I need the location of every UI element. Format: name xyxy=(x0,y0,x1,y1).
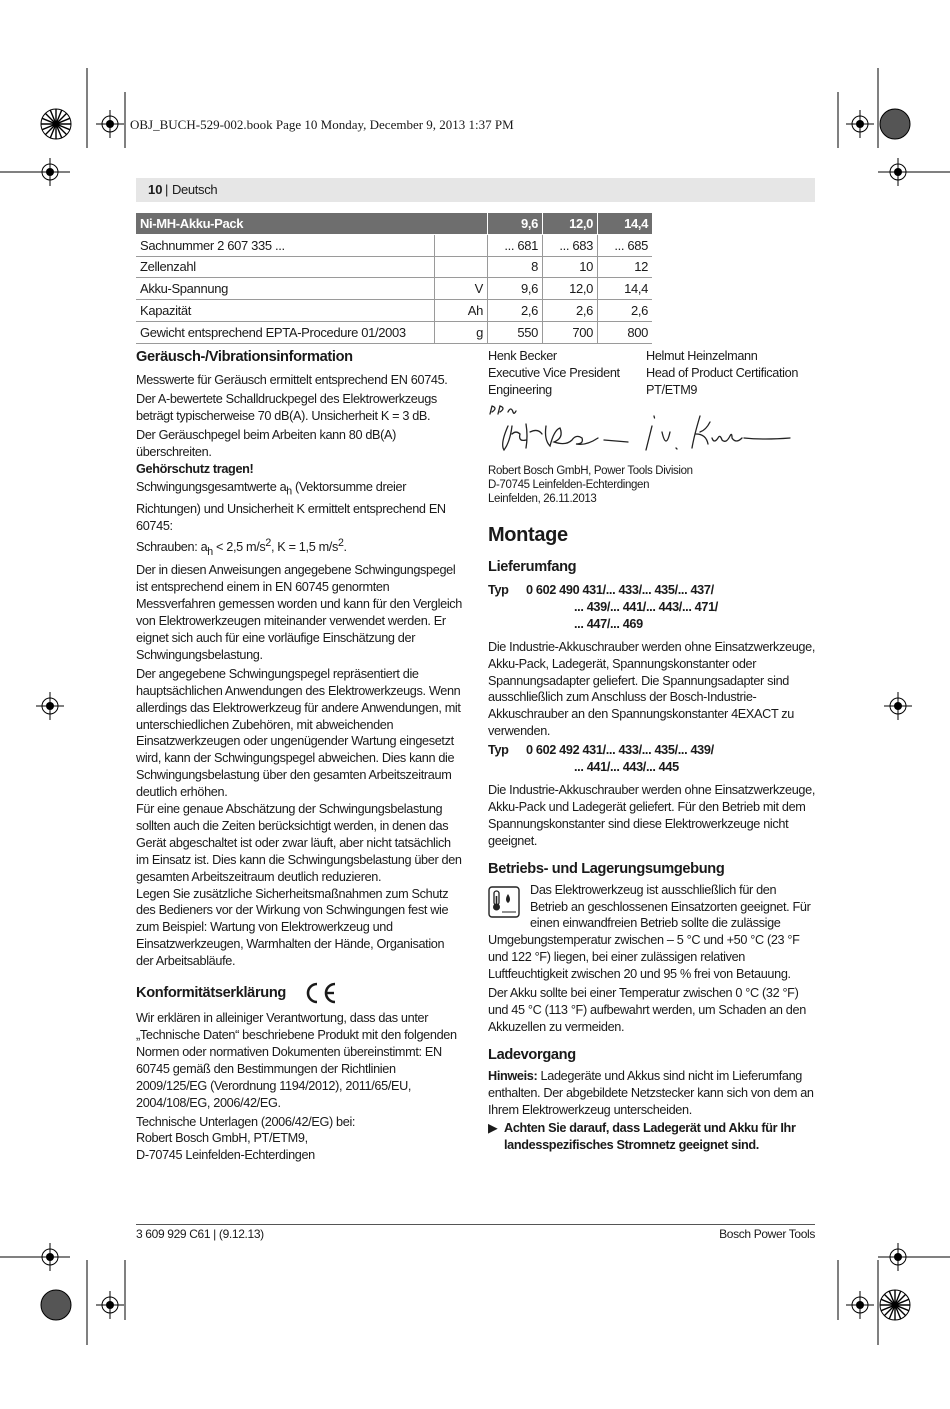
hint-text: Ladegeräte und Akkus sind nicht im Lieferumfang enthalten. Der abgebildete Netzstecker kann sich von dem an Ihrem Elektrowerkzeug unterscheiden. xyxy=(488,1068,814,1117)
typ-block-1 xyxy=(488,582,816,633)
table-cell: Ah xyxy=(435,300,488,322)
color-target-tl xyxy=(41,109,71,139)
footer-doc-number: 3 609 929 C61 | (9.12.13) xyxy=(136,1227,264,1241)
registration-mark-l1 xyxy=(36,158,64,186)
table-cell: 9,6 xyxy=(488,278,543,300)
vibration-values xyxy=(136,479,462,560)
signatory-left-title: Executive Vice President xyxy=(488,366,620,380)
vib-c5: , K = 1,5 m/s xyxy=(270,539,338,554)
noise-p6: Der in diesen Anweisungen angegebene Schwingungspegel ist entsprechend einem in EN 60745 genormten Messverfahren gemessen worden und kann für den Vergleich von Elektrowerkzeugen miteinander verwendet werden. Er eignet sich auch für eine vorläufige Einschätzung der Schwingungsbelastung. xyxy=(136,563,462,662)
noise-title: Geräusch-/Vibrationsinformation xyxy=(136,349,353,365)
noise-p3: Der Geräuschpegel beim Arbeiten kann 80 dB(A) überschreiten. xyxy=(136,427,397,459)
table-cell: Akku-Spannung xyxy=(136,278,435,300)
table-cell: 12,0 xyxy=(543,278,598,300)
ladevorgang-title: Ladevorgang xyxy=(488,1046,576,1063)
table-cell: V xyxy=(435,278,488,300)
signatory-right-name: Helmut Heinzelmann xyxy=(646,349,758,363)
vib-text-b: (Vektorsumme dreier Richtungen) und Unsicherheit K ermittelt entsprechend EN 60745: xyxy=(136,480,446,533)
table-cell: 2,6 xyxy=(543,300,598,322)
book-info-line: OBJ_BUCH-529-002.book Page 10 Monday, December 9, 2013 1:37 PM xyxy=(130,117,514,132)
table-cell: Zellenzahl xyxy=(136,256,435,278)
table-cell: 10 xyxy=(543,256,598,278)
table-cell: 14,4 xyxy=(598,278,653,300)
conformity-docs-l3: D-70745 Leinfelden-Echterdingen xyxy=(136,1148,315,1163)
table-cell: 2,6 xyxy=(598,300,653,322)
signature-date: Leinfelden, 26.11.2013 xyxy=(488,493,597,505)
right-column xyxy=(488,522,816,1154)
thermometer-humidity-icon xyxy=(488,886,520,918)
typ-numbers-2 xyxy=(526,742,714,776)
left-column xyxy=(136,348,462,1164)
conformity-docs-l1: Technische Unterlagen (2006/42/EG) bei: xyxy=(136,1114,356,1129)
company-name: Robert Bosch GmbH, Power Tools Division xyxy=(488,465,693,477)
table-cell: 800 xyxy=(598,321,653,343)
table-cell: 8 xyxy=(488,256,543,278)
noise-p8: Für eine genaue Abschätzung der Schwingungsbelastung sollten auch die Zeiten berücksichtigt werden, in denen das Gerät abgeschaltet ist oder zwar läuft, aber nicht tatsächlich im Einsatz ist. Dies kann die Schwingungsbelastung über den gesamten Arbeitszeitraum deutlich reduzieren. xyxy=(136,802,462,884)
hint-label: Hinweis: xyxy=(488,1068,538,1083)
environment-title: Betriebs- und Lagerungsumgebung xyxy=(488,860,725,877)
table-cell: 12,0 xyxy=(543,213,598,234)
environment-p1-text: Das Elektrowerkzeug ist ausschließlich für den Betrieb an geschlossenen Einsatzorten geeignet. Für einen einwandfreien Betrieb sollte die zulässige Umgebungstemperatur zwischen – 5 °C und +50 °C (23 °F und 122 °F) liegen, bei einer zulässigen relativen Luftfeuchtigkeit zwischen 20 und 95 % frei von Betauung. xyxy=(488,882,811,982)
typ1-line-3: ... 447/... 469 xyxy=(574,616,643,631)
table-header-row xyxy=(136,213,652,234)
vib-c4: 2 xyxy=(265,536,271,549)
table-cell: 700 xyxy=(543,321,598,343)
table-cell: Gewicht entsprechend EPTA-Procedure 01/2003 xyxy=(136,321,435,343)
typ1-line-2: ... 439/... 441/... 443/... 471/ xyxy=(574,599,718,614)
noise-p2: Der A-bewertete Schalldruckpegel des Elektrowerkzeugs beträgt typischerweise 70 dB(A). Unsicherheit K = 3 dB. xyxy=(136,391,437,423)
vib-sub: h xyxy=(286,485,292,498)
page-number: 10 xyxy=(148,182,163,197)
table-cell: g xyxy=(435,321,488,343)
environment-p2: Der Akku sollte bei einer Temperatur zwischen 0 °C (32 °F) und 45 °C (113 °F) aufbewahrt werden, um Schaden an den Akkuzellen zu vermeiden. xyxy=(488,986,806,1034)
vib-c7: . xyxy=(343,539,347,554)
typ-label-2: Typ xyxy=(488,743,509,758)
table-cell: 14,4 xyxy=(598,213,653,234)
noise-p1: Messwerte für Geräusch ermittelt entsprechend EN 60745. xyxy=(136,373,448,387)
registration-mark-tl xyxy=(96,110,124,138)
conformity-title: Konformitätserklärung xyxy=(136,984,286,1001)
registration-mark-r2 xyxy=(884,692,912,720)
registration-mark-l3 xyxy=(36,1243,64,1271)
registration-mark-r1 xyxy=(884,158,912,186)
table-cell: Sachnummer 2 607 335 ... xyxy=(136,234,435,256)
vib-c1: Schrauben: a xyxy=(136,539,208,554)
table-cell: Kapazität xyxy=(136,300,435,322)
bullet-triangle-icon: ▶ xyxy=(488,1121,498,1136)
montage-title: Montage xyxy=(488,524,568,546)
table-cell: Ni-MH-Akku-Pack xyxy=(136,213,435,234)
table-cell: 550 xyxy=(488,321,543,343)
conformity-docs-l2: Robert Bosch GmbH, PT/ETM9, xyxy=(136,1131,308,1146)
color-target-br xyxy=(880,1290,910,1320)
vib-c6: 2 xyxy=(337,536,344,549)
registration-mark-l2 xyxy=(36,692,64,720)
lieferumfang-title: Lieferumfang xyxy=(488,559,577,575)
color-target-tr xyxy=(880,109,910,139)
table-row xyxy=(136,321,652,343)
ladevorgang-hint xyxy=(488,1068,816,1119)
company-city: D-70745 Leinfelden-Echterdingen xyxy=(488,479,650,491)
table-row xyxy=(136,234,652,256)
noise-p7: Der angegebene Schwingungspegel repräsentiert die hauptsächlichen Anwendungen des Elektrowerkzeugs. Wenn allerdings das Elektrowerkzeug für andere Anwendungen, mit unterschiedlichen Zubehören, mit abweichenden Einsatzwerkzeugen oder ungenügender Wartung eingesetzt wird, kann der Schwingungspegel abweichen. Dies kann die Schwingungsbelastung über den gesamten Arbeitszeitraum deutlich erhöhen. xyxy=(136,666,461,800)
registration-mark-r3 xyxy=(884,1243,912,1271)
color-target-bl xyxy=(41,1290,71,1320)
header-separator: | xyxy=(165,182,169,197)
lieferumfang-p1: Die Industrie-Akkuschrauber werden ohne Einsatzwerkzeuge, Akku-Pack, Ladegerät, Spannungskonstanter oder Spannungsadapter geliefert. Die Spannungsadapter sind ausschließlich zum Anschluss der Bosch-Industrie-Akkuschrauber an den Spannungskonstanter 4EXACT zu verwenden. xyxy=(488,639,816,739)
environment-p1 xyxy=(488,882,816,983)
typ-numbers-1 xyxy=(526,582,718,633)
typ2-line-1: 0 602 492 431/... 433/... 435/... 439/ xyxy=(526,743,714,758)
typ-block-2 xyxy=(488,742,816,776)
signatory-right-title: Head of Product Certification xyxy=(646,366,799,380)
vib-c2: h xyxy=(207,545,213,558)
footer-divider xyxy=(136,1224,815,1225)
table-row xyxy=(136,256,652,278)
table-row xyxy=(136,278,652,300)
vib-text-a: Schwingungsgesamtwerte a xyxy=(136,480,287,495)
registration-mark-bl xyxy=(96,1291,124,1319)
footer-brand: Bosch Power Tools xyxy=(719,1227,815,1241)
table-row xyxy=(136,300,652,322)
typ-label-1: Typ xyxy=(488,583,509,597)
lieferumfang-p2: Die Industrie-Akkuschrauber werden ohne Einsatzwerkzeuge, Akku-Pack und Ladegerät geliefert. Für den Betrieb mit dem Spannungskonstanter sind diese Elektrowerkzeuge nicht geeignet. xyxy=(488,782,816,848)
header-language: Deutsch xyxy=(172,182,218,197)
vib-c3: < 2,5 m/s xyxy=(212,539,266,554)
table-cell xyxy=(435,256,488,278)
noise-p9: Legen Sie zusätzliche Sicherheitsmaßnahmen zum Schutz des Bedieners vor der Wirkung von Schwingungen fest wie zum Beispiel: Wartung von Elektrowerkzeug und Einsatzwerkzeugen, Warmhalten der Hände, Organisation der Arbeitsabläufe. xyxy=(136,886,449,969)
conformity-heading xyxy=(136,982,462,1004)
table-cell: ... 681 xyxy=(488,234,543,256)
typ1-line-1: 0 602 490 431/... 433/... 435/... 437/ xyxy=(526,583,714,597)
signatory-left xyxy=(488,348,620,399)
table-cell: 9,6 xyxy=(488,213,543,234)
table-cell xyxy=(435,213,488,234)
company-address xyxy=(488,464,693,506)
bullet-text: Achten Sie darauf, dass Ladegerät und Akku für Ihr landesspezifisches Stromnetz geeignet sind. xyxy=(504,1121,796,1153)
table-cell: ... 683 xyxy=(543,234,598,256)
hearing-protection-warning: Gehörschutz tragen! xyxy=(136,461,254,476)
ce-mark-icon xyxy=(302,982,338,1004)
registration-mark-tr xyxy=(846,110,874,138)
page-header-bar xyxy=(136,178,815,202)
table-cell: 12 xyxy=(598,256,653,278)
safety-bullet xyxy=(488,1120,816,1154)
table-cell xyxy=(435,234,488,256)
registration-mark-br xyxy=(846,1291,874,1319)
handwritten-signatures xyxy=(486,404,806,460)
table-cell: ... 685 xyxy=(598,234,653,256)
signatory-left-name: Henk Becker xyxy=(488,349,557,363)
conformity-p1: Wir erklären in alleiniger Verantwortung, dass das unter „Technische Daten“ beschriebene Produkt mit den folgenden Normen oder normativen Dokumenten übereinstimmt: EN 60745 gemäß den Bestimmungen der Richtlinien 2009/125/EG (Verordnung 1194/2012), 2011/65/EU, 2004/108/EG, 2006/42/EG. xyxy=(136,1011,457,1110)
typ2-line-2: ... 441/... 443/... 445 xyxy=(574,760,679,775)
table-cell: 2,6 xyxy=(488,300,543,322)
signatory-right xyxy=(646,348,798,399)
signatory-left-dept: Engineering xyxy=(488,383,552,397)
signatory-right-dept: PT/ETM9 xyxy=(646,383,698,397)
battery-spec-table xyxy=(136,213,652,344)
